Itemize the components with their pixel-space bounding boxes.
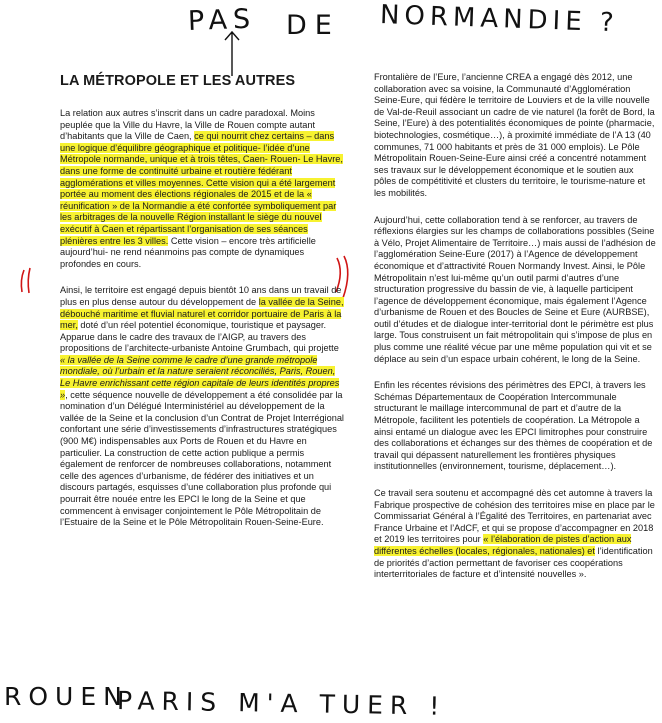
highlighted-passage: ce qui nourrit chez certains – dans une logique d’équilibre géographique et politique- l’idée d’une Métropole normande, unique et à trois têtes, Caen- Rouen- Le Havre, dans une forme de continuité urbaine et routière fédérant agglomérations et villes moyennes. Cette vision qui a été largement portée au moment des élections régionales de 2015 et de la « réunification » de la Normandie a été confortée symboliquement par les arbitrages de la nouvelle Région installant le siège du nouvel exécutif à Caen et répartissant l’organisation de ses séances plénières entre les 3 villes. bbox=[60, 131, 343, 246]
handwritten-pas: PAS bbox=[187, 3, 257, 37]
handwritten-de: DE bbox=[286, 10, 340, 41]
highlighted-passage: la vallée de la Seine, débouché maritime et fluvial naturel et corridor portuaire de Paris à la mer, bbox=[60, 296, 344, 331]
article-left-column bbox=[60, 72, 345, 544]
article-right-column bbox=[374, 72, 656, 596]
left-paragraph-1: La relation aux autres s’inscrit dans un cadre paradoxal. Moins peuplée que la Ville du Havre, la Ville de Rouen compte autant d’habitants que la Ville de Caen, ce qui nourrit chez certains – dans une logique d’équilibre géographique et politique- l’idée d’une Métropole normande, unique et à trois têtes, Caen- Rouen- Le Havre, dans une forme de continuité urbaine et routière fédérant agglomérations et villes moyennes. Cette vision qui a été largement portée au moment des élections régionales de 2015 et de la « réunification » de la Normandie a été confortée symboliquement par les arbitrages de la nouvelle Région installant le siège du nouvel exécutif à Caen et répartissant l’organisation de ses séances plénières entre les 3 villes. Cette vision – encore très artificielle aujourd’hui- ne rend néanmoins pas compte de dynamiques profondes en cours. bbox=[60, 108, 343, 269]
handwritten-paris-ma-tuer: PARIS M'A TUER ! bbox=[116, 686, 447, 721]
article-title: LA MÉTROPOLE ET LES AUTRES bbox=[60, 73, 296, 89]
highlighted-quote: « la vallée de la Seine comme le cadre d’une grande métropole mondiale, où l’urbain et la nature seraient réconciliés, Paris, Rouen, Le Havre enrichissant cette région capitale de leurs identités propres » bbox=[60, 354, 340, 400]
right-paragraph-4: Ce travail sera soutenu et accompagné dès cet automne à travers la Fabrique prospective de cohésion des territoires mise en place par le Commissariat Général à l’Égalité des Territoires, en partenariat avec France Urbaine et l’AdCF, et qui se propose d’accompagner en 2018 et 2019 les territoires pour « l’élaboration de pistes d’action aux différentes échelles (locales, régionales, nationales) et l’identification de priorités d’action permettant de favoriser ces coopérations interterritoriales de facture et d’intensité nouvelles ». bbox=[374, 488, 655, 580]
handwritten-normandie: NORMANDIE ? bbox=[379, 0, 620, 39]
right-paragraph-1: Frontalière de l’Eure, l’ancienne CREA a engagé dès 2012, une collaboration avec sa voisine, la Communauté d’Agglomération Seine-Eure, qui fédère le territoire de Louviers et de la ville nouvelle de Val-de-Reuil associant un cadre de vie naturel (la forêt de Bord, la Seine, l’Eure) à des potentialités économiques de pointe (pharmacie, biotechnologies, cosmétique…), à proximité immédiate de l’A 13 (40 communes, 71 000 habitants et près de 31 000 emplois). Le Pôle Métropolitain Rouen-Seine-Eure ainsi créé a concentré notamment ses travaux sur le développement économique et le soutien aux pôles de compétitivité et clusters du territoire, le tourisme-nature et les mobilités. bbox=[374, 72, 655, 198]
left-paragraph-2: Ainsi, le territoire est engagé depuis bientôt 10 ans dans un travail de plus en plus dense autour du développement de la vallée de la Seine, débouché maritime et fluvial naturel et corridor portuaire de Paris à la mer, doté d’un réel potentiel économique, touristique et paysager. Apparue dans le cadre des travaux de l’AIGP, au travers des propositions de l’architecte-urbaniste Antoine Grumbach, qui projette « la vallée de la Seine comme le cadre d’une grande métropole mondiale, où l’urbain et la nature seraient réconciliés, Paris, Rouen, Le Havre enrichissant cette région capitale de leurs identités propres », cette séquence nouvelle de développement a été consolidée par la nomination d’un Délégué Interministériel au développement de la vallée de la Seine et la conclusion d’un Contrat de Projet Interrégional confortant une série d’investissements d’infrastructures stratégiques (900 M€) indispensables aux Ports de Rouen et du Havre en particulier. La construction de cette action publique a permis également de renforcer de nombreuses collaborations, notamment celle des agences d’urbanisme, de fédérer des initiatives et un discours partagés, esquisses d’une collaboration plus profonde qui pourrait être nouée entre les EPCI le long de la Seine et que commencent à envisager conjointement le Pôle Métropolitain de l’Estuaire de la Seine et le Pôle Métropolitain Rouen-Seine-Eure. bbox=[60, 285, 344, 528]
highlighted-passage: « l’élaboration de pistes d’action aux différentes échelles (locales, régionales, nationales) et bbox=[374, 534, 632, 556]
handwritten-rouen: ROUEN bbox=[4, 682, 129, 711]
right-paragraph-3: Enfin les récentes révisions des périmètres des EPCI, à travers les Schémas Départementaux de Coopération Intercommunale structurant le maillage intercommunal de part et d’autre de la Métropole, facilitent les potentiels de coopération. La Métropole a ainsi entamé un dialogue avec les EPCI limitrophes pour construire des collaborations et échanges sur des thèmes de coopération et de travail qui dépassent naturellement les frontières physiques institutionnelles (environnement, tourisme, déplacement…). bbox=[374, 380, 653, 472]
right-paragraph-2: Aujourd’hui, cette collaboration tend à se renforcer, au travers de réflexions élargies sur les champs de collaborations possibles (Seine à Vélo, Projet Alimentaire de Territoire…) mais aussi de l’adhésion de l’agglomération Seine-Eure (2017) à l’Agence de développement économique et d’attractivité Rouen Normandy Invest. Ainsi, le Pôle Métropolitain n’est lui-même qu’un outil parmi d’autres d’une structuration progressive du bassin de vie, à laquelle participent l’agence de développement économique, mais également l’Agence d’urbanisme de Rouen et des Boucles de Seine et Eure (AURBSE), outil d’études et de dialogue inter-territorial dont le périmètre est plus large. Tous construisent un fait métropolitain qui s’impose de plus en plus comme une réalité vécue par une même population qui vit et se déplace au sein d’un espace urbain cohérent, le long de la Seine. bbox=[374, 214, 656, 364]
